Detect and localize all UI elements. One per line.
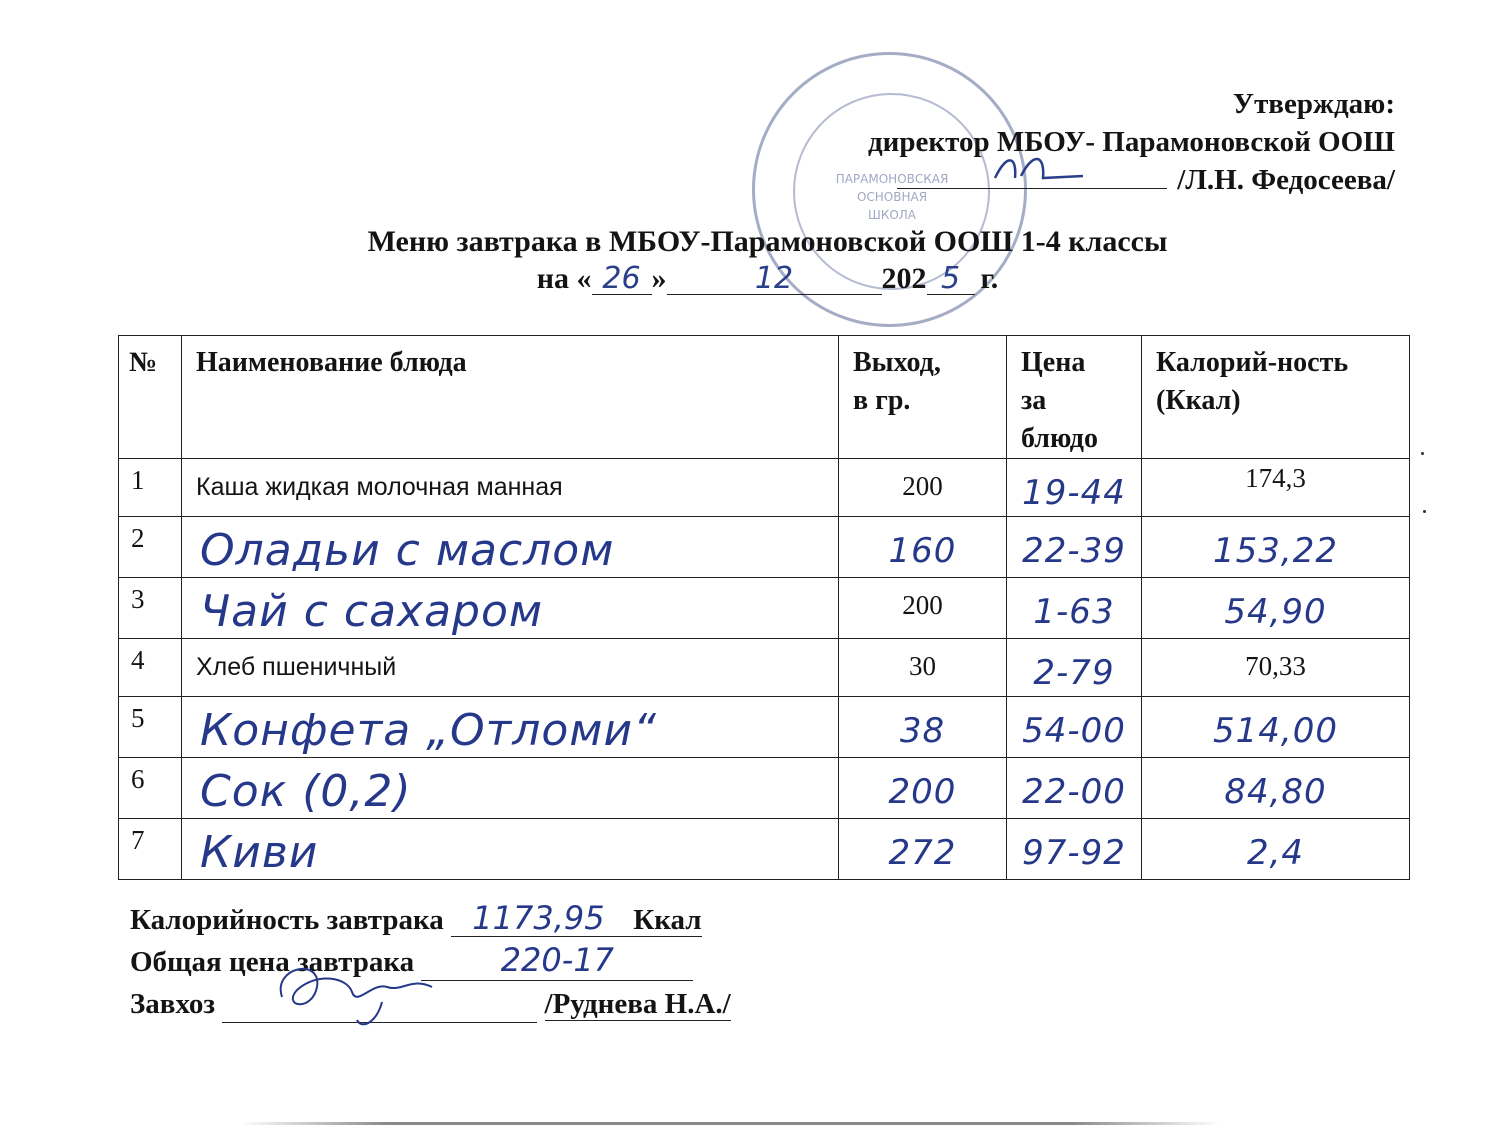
row-weight-text: 160 [888,531,957,571]
table-row [119,758,1410,819]
row-name-text: Оладьи с маслом [200,525,615,576]
table-row [119,459,1410,517]
row-weight [839,578,1007,639]
row-weight-text: 38 [899,711,946,751]
row-price-text: 22-00 [1022,772,1126,812]
row-name [182,578,839,639]
calories-value: 1173,95 [472,899,605,937]
row-price [1007,819,1142,880]
header-weight [839,336,1007,459]
row-weight-text: 200 [902,590,943,620]
row-num: 7 [119,819,182,880]
row-name-text: Киви [200,827,319,878]
stamp-label-2: ОСНОВНАЯ [856,190,928,204]
row-weight [839,819,1007,880]
row-price [1007,697,1142,758]
header-weight-line1: Выход, [853,347,941,378]
date-year-suffix: г. [980,262,999,295]
row-calories [1142,758,1410,819]
header-price-line3: блюдо [1021,423,1098,454]
stamp-label-1: ПАРАМОНОВСКАЯ [835,172,949,186]
row-num: 2 [119,517,182,578]
header-calories-line2: (Ккал) [1156,385,1241,416]
row-weight-text: 200 [902,471,943,501]
row-calories-text: 84,80 [1224,772,1327,812]
table-row [119,517,1410,578]
table-header-row [119,336,1410,459]
row-num: 6 [119,758,182,819]
row-calories [1142,517,1410,578]
stamp-label-3: ШКОЛА [867,208,917,222]
date-mid: » [651,262,667,295]
row-price-text: 22-39 [1022,531,1126,571]
row-price [1007,459,1142,517]
row-name-text: Каша жидкая молочная манная [196,473,563,501]
row-price [1007,639,1142,697]
table-row [119,819,1410,880]
row-name [182,517,839,578]
date-month: 12 [667,264,882,295]
scan-edge-line [240,1122,1220,1125]
price-label: Общая цена завтрака [130,946,415,978]
date-day: 26 [592,264,652,295]
row-weight-text: 30 [909,651,936,681]
menu-table [118,335,1410,880]
row-price [1007,578,1142,639]
date-year-prefix: 202 [881,262,927,295]
row-calories [1142,639,1410,697]
row-calories [1142,578,1410,639]
date-year-digit: 5 [927,264,975,295]
scan-dot [1421,452,1424,455]
menu-date [0,262,1500,296]
row-price-text: 19-44 [1022,473,1126,513]
approval-line: Утверждаю: [1232,88,1395,120]
row-weight [839,639,1007,697]
calories-unit: Ккал [633,904,702,936]
row-calories-text: 174,3 [1245,463,1306,493]
row-calories-text: 514,00 [1213,711,1338,751]
manager-signature-row [130,982,731,1024]
manager-name: /Руднева Н.А./ [544,988,731,1020]
header-name: Наименование блюда [182,336,839,459]
row-price-text: 1-63 [1033,592,1115,632]
table-row [119,578,1410,639]
header-num: № [119,336,182,459]
manager-signature-icon [262,952,462,1032]
row-weight-text: 200 [888,772,957,812]
director-signature-icon [987,148,1107,188]
header-calories [1142,336,1410,459]
row-name [182,758,839,819]
director-signature [897,162,1167,189]
row-weight [839,758,1007,819]
row-num: 4 [119,639,182,697]
row-name [182,819,839,880]
row-calories [1142,819,1410,880]
row-name-text: Хлеб пшеничный [196,653,397,681]
summary-block [130,898,731,1024]
calories-label: Калорийность завтрака [130,904,444,936]
row-calories-text: 153,22 [1213,531,1338,571]
row-name [182,639,839,697]
row-weight [839,517,1007,578]
row-name [182,459,839,517]
header-price-line2: за [1021,385,1047,416]
row-num: 5 [119,697,182,758]
row-calories-text: 2,4 [1246,833,1305,873]
row-num: 3 [119,578,182,639]
page-title: Меню завтрака в МБОУ-Парамоновской ООШ 1-4 классы [367,225,1168,258]
row-weight [839,697,1007,758]
row-calories-text: 70,33 [1245,651,1306,681]
row-weight-text: 272 [888,833,957,873]
approval-position: директор МБОУ- Парамоновской ООШ [868,126,1395,158]
table-row [119,639,1410,697]
scan-dot [1423,510,1426,513]
row-name-text: Сок (0,2) [200,766,412,817]
calories-value-wrap [451,899,702,937]
row-calories-text: 54,90 [1224,592,1327,632]
row-name-text: Конфета „Отломи“ [200,705,657,756]
date-prefix: на « [536,262,592,295]
row-name-text: Чай с сахаром [200,586,544,637]
row-price [1007,758,1142,819]
approval-signer: /Л.Н. Федосеева/ [1177,164,1395,196]
price-value: 220-17 [421,940,693,981]
row-price [1007,517,1142,578]
header-price-line1: Цена [1021,347,1086,378]
calories-summary [130,898,731,940]
row-weight [839,459,1007,517]
row-num: 1 [119,459,182,517]
row-price-text: 2-79 [1033,653,1115,693]
row-calories [1142,697,1410,758]
row-price-text: 97-92 [1022,833,1126,873]
approval-signature-row [868,161,1395,199]
manager-label: Завхоз [130,988,216,1020]
row-name [182,697,839,758]
header-weight-line2: в гр. [853,385,911,416]
header-calories-line1: Калорий-ность [1156,347,1349,378]
row-price-text: 54-00 [1022,711,1126,751]
approval-block [868,85,1395,199]
header-price [1007,336,1142,459]
row-calories [1142,459,1410,517]
manager-signature [222,982,537,1023]
table-row [119,697,1410,758]
